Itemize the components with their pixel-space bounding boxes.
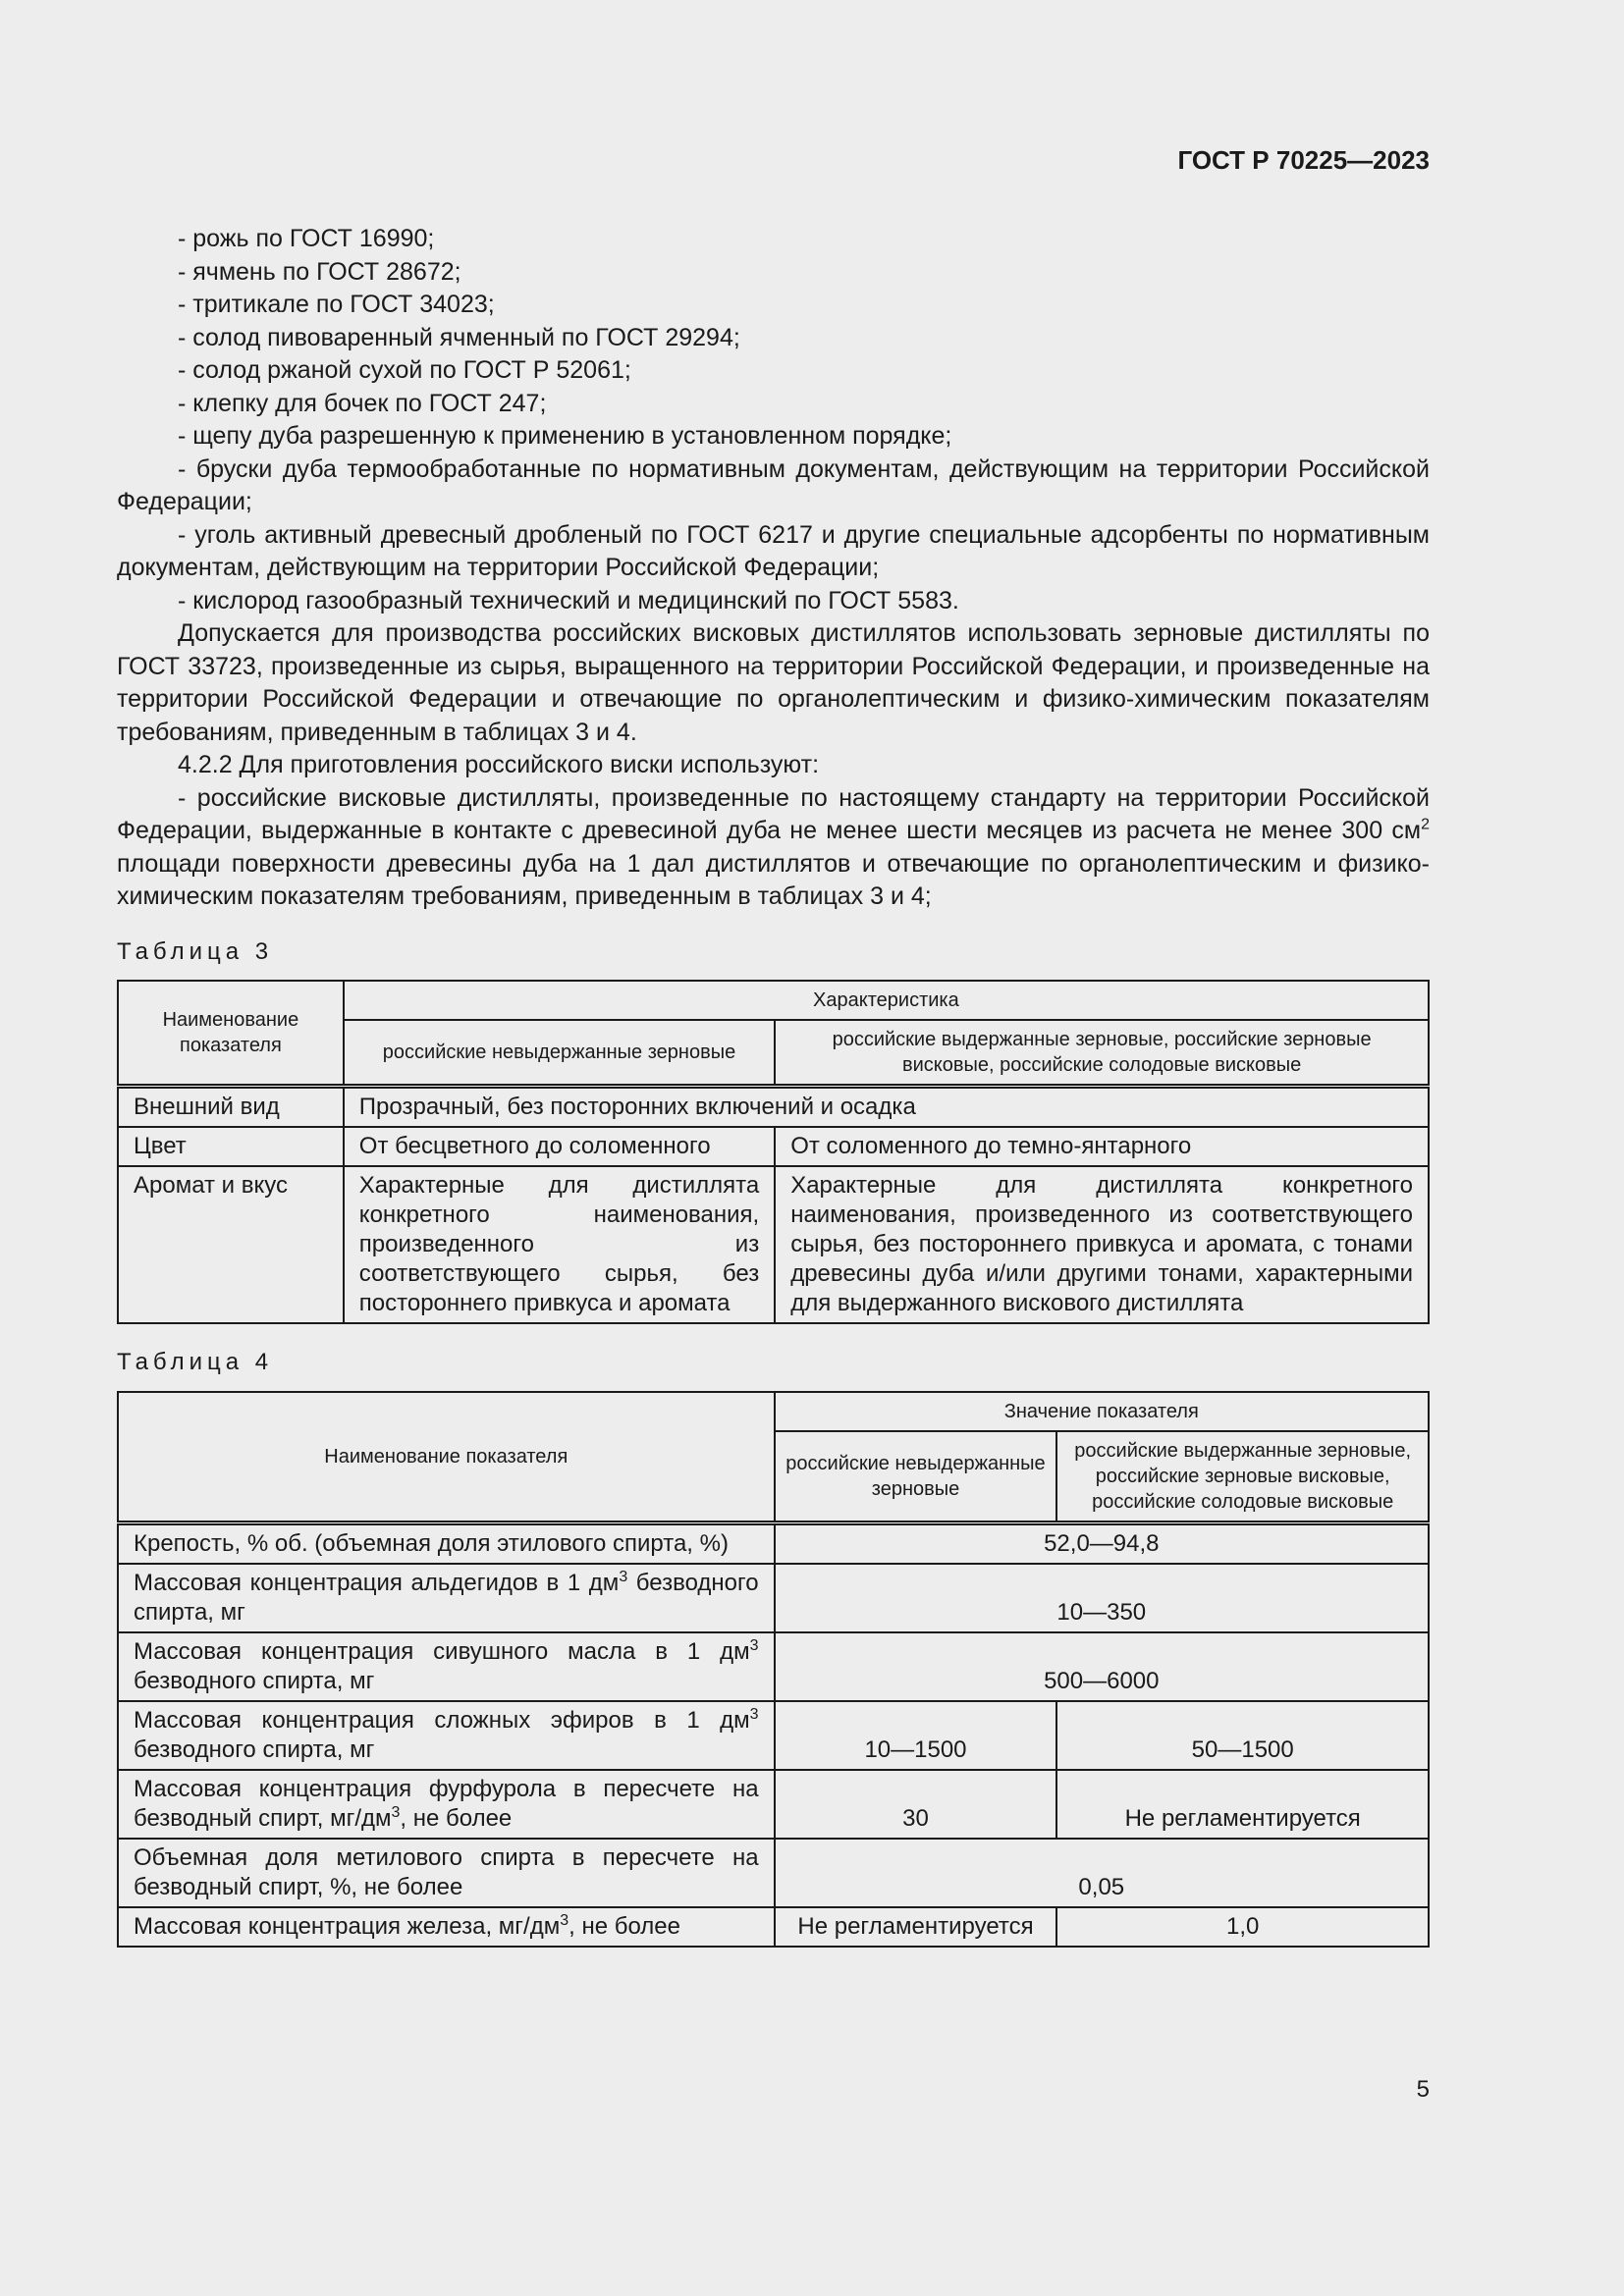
list-item: - ячмень по ГОСТ 28672; — [178, 257, 461, 286]
list-item: - рожь по ГОСТ 16990; — [178, 225, 435, 252]
table-cell: От соломенного до темно-янтарного — [775, 1127, 1429, 1166]
list-item: - клепку для бочек по ГОСТ 247; — [178, 389, 547, 417]
table4 — [117, 1391, 1430, 1948]
document-code: ГОСТ Р 70225—2023 — [1177, 145, 1430, 175]
paragraph-distillates: - российские висковые дистилляты, произведенные по настоящему стандарту на территории Российской Федерации, выдержанные в контакте с древесиной дуба не менее шести месяцев из расчета не менее 300 $см^2$ площади поверхности древесины дуба на 1 дал дистиллятов и отвечающие по органолептическим и физико-химическим показателям требованиям, приведенным в таблицах 3 и 4; — [117, 783, 1430, 910]
paragraph-allowance: Допускается для производства российских висковых дистиллятов использовать зерновые дистилляты по ГОСТ 33723, произведенные из сырья, выращенного на территории Российской Федерации, и произведенные на территории Российской Федерации и отвечающие по органолептическим и физико-химическим показателям требованиям, приведенным в таблицах 3 и 4. — [117, 619, 1430, 746]
table-cell: Не регламентируется — [775, 1907, 1057, 1947]
table-cell: Массовая концентрация сложных эфиров в 1 $дм^3$ безводного спирта, мг — [118, 1701, 775, 1770]
table-row — [118, 1839, 1429, 1907]
page-number: 5 — [1416, 2076, 1430, 2103]
table-row — [118, 1701, 1429, 1770]
table-row — [118, 1166, 1429, 1323]
table-cell: Массовая концентрация железа, $мг/дм^3$, не более — [118, 1907, 775, 1947]
table-cell: 10—1500 — [775, 1701, 1057, 1770]
table-cell: Объемная доля метилового спирта в пересчете на безводный спирт, %, не более — [118, 1839, 775, 1907]
table-cell: 0,05 — [775, 1839, 1429, 1907]
list-item: - солод ржаной сухой по ГОСТ Р 52061; — [178, 356, 631, 384]
list-item: - кислород газообразный технический и медицинский по ГОСТ 5583. — [178, 586, 959, 614]
table3-header-characteristic: Характеристика — [344, 981, 1429, 1020]
table4-header-col1: российские невыдержанные зерновые — [775, 1431, 1057, 1523]
list-item: - тритикале по ГОСТ 34023; — [178, 291, 495, 318]
table-row — [118, 1564, 1429, 1632]
table4-caption: Таблица 4 — [117, 1349, 274, 1375]
table-cell: 1,0 — [1056, 1907, 1429, 1947]
table-cell: 50—1500 — [1056, 1701, 1429, 1770]
table-cell: Массовая концентрация сивушного масла в 1 $дм^3$ безводного спирта, мг — [118, 1632, 775, 1701]
table3-header-name: Наименование показателя — [118, 981, 344, 1087]
table3 — [117, 980, 1430, 1324]
table4-header-name: Наименование показателя — [118, 1392, 775, 1523]
table-cell: Прозрачный, без посторонних включений и осадка — [344, 1087, 1429, 1128]
table-cell: Цвет — [118, 1127, 344, 1166]
list-item: - щепу дуба разрешенную к применению в установленном порядке; — [178, 422, 952, 450]
list-item: - солод пивоваренный ячменный по ГОСТ 29294; — [178, 323, 740, 351]
table-cell: 10—350 — [775, 1564, 1429, 1632]
list-item: - бруски дуба термообработанные по нормативным документам, действующим на территории Российской Федерации; — [117, 454, 1430, 515]
table3-header-col2: российские выдержанные зерновые, российские зерновые висковые, российские солодовые висковые — [775, 1020, 1429, 1087]
table-row — [118, 1087, 1429, 1128]
table-cell: Массовая концентрация фурфурола в пересчете на безводный спирт, $мг/дм^3$, не более — [118, 1770, 775, 1839]
table-cell: Не регламентируется — [1056, 1770, 1429, 1839]
table-cell: От бесцветного до соломенного — [344, 1127, 775, 1166]
table4-header-value: Значение показателя — [775, 1392, 1429, 1431]
table-cell: Массовая концентрация альдегидов в 1 $дм^3$ безводного спирта, мг — [118, 1564, 775, 1632]
list-item: - уголь активный древесный дробленый по ГОСТ 6217 и другие специальные адсорбенты по нормативным документам, действующим на территории Российской Федерации; — [117, 520, 1430, 581]
table-cell: Внешний вид — [118, 1087, 344, 1128]
table-cell: 52,0—94,8 — [775, 1522, 1429, 1564]
table-cell: Характерные для дистиллята конкретного наименования, произведенного из соответствующего сырья, без постороннего привкуса и аромата, с тонами древесины дуба и/или другими тонами, характерными для выдержанного вискового дистиллята — [775, 1166, 1429, 1323]
table-row — [118, 1770, 1429, 1839]
table3-header-col1: российские невыдержанные зерновые — [344, 1020, 775, 1087]
table-cell: Аромат и вкус — [118, 1166, 344, 1323]
table-row — [118, 1907, 1429, 1947]
table-cell: Крепость, % об. (объемная доля этилового спирта, %) — [118, 1522, 775, 1564]
table-cell: Характерные для дистиллята конкретного наименования, произведенного из соответствующего сырья, без постороннего привкуса и аромата — [344, 1166, 775, 1323]
table-cell: 30 — [775, 1770, 1057, 1839]
table4-header-col2: российские выдержанные зерновые, российские зерновые висковые, российские солодовые висковые — [1056, 1431, 1429, 1523]
table-row — [118, 1632, 1429, 1701]
paragraph-section-4-2-2: 4.2.2 Для приготовления российского виски используют: — [178, 751, 820, 778]
page-body — [117, 223, 1430, 1948]
table3-caption: Таблица 3 — [117, 937, 274, 965]
table-row — [118, 1127, 1429, 1166]
table-cell: 500—6000 — [775, 1632, 1429, 1701]
table-row — [118, 1522, 1429, 1564]
